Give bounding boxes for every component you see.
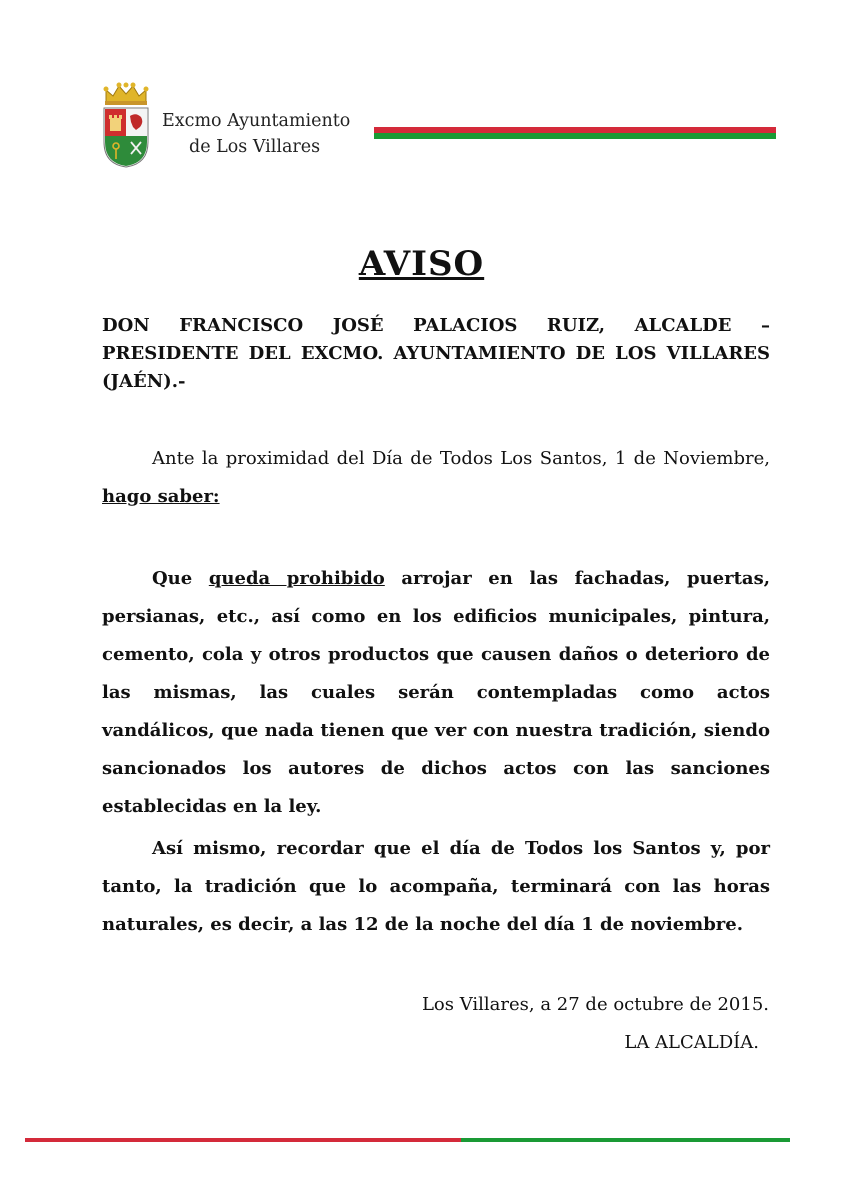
signature-block — [422, 986, 769, 1062]
paragraph-2-emphasis: queda prohibido — [208, 568, 385, 589]
org-line-1: Excmo Ayuntamiento — [162, 111, 351, 131]
footer-rule-red — [25, 1138, 461, 1142]
paragraph-3-text: Así mismo, recordar que el día de Todos los Santos y, por tanto, la tradición que lo acompaña, terminará con las horas naturales, es decir, a las 12 de la noche del día 1 de noviembre. — [102, 838, 770, 935]
paragraph-2-text: arrojar en las fachadas, puertas, persianas, etc., así como en los edificios municipales, pintura, cemento, cola y otros productos que causen daños o deterioro de las mismas, las cuales serán contempladas como actos vandálicos, que nada tienen que ver con nuestra tradición, siendo sancionados los autores de dichos actos con las sanciones establecidas en la ley. — [102, 568, 770, 817]
paragraph-2 — [102, 560, 770, 826]
page-title: AVISO — [358, 244, 485, 284]
mayor-heading: DON FRANCISCO JOSÉ PALACIOS RUIZ, ALCALDE – PRESIDENTE DEL EXCMO. AYUNTAMIENTO DE LOS VILLARES (JAÉN).- — [102, 315, 770, 392]
signer: LA ALCALDÍA. — [624, 1032, 759, 1053]
paragraph-1-text: Ante la proximidad del Día de Todos Los Santos, 1 de Noviembre, — [152, 448, 770, 469]
organization-name — [162, 108, 350, 160]
paragraph-1 — [102, 440, 770, 516]
footer-rule-green — [461, 1138, 790, 1142]
header-rule-green — [374, 133, 776, 139]
place-date: Los Villares, a 27 de octubre de 2015. — [421, 994, 769, 1015]
org-line-2: de Los Villares — [189, 137, 321, 157]
coat-of-arms-icon — [100, 82, 152, 168]
paragraph-2-lead: Que — [152, 568, 193, 589]
paragraph-3 — [102, 830, 770, 944]
header-rule — [374, 127, 776, 139]
paragraph-1-emphasis: hago saber: — [102, 486, 220, 507]
footer-rule — [25, 1138, 790, 1142]
